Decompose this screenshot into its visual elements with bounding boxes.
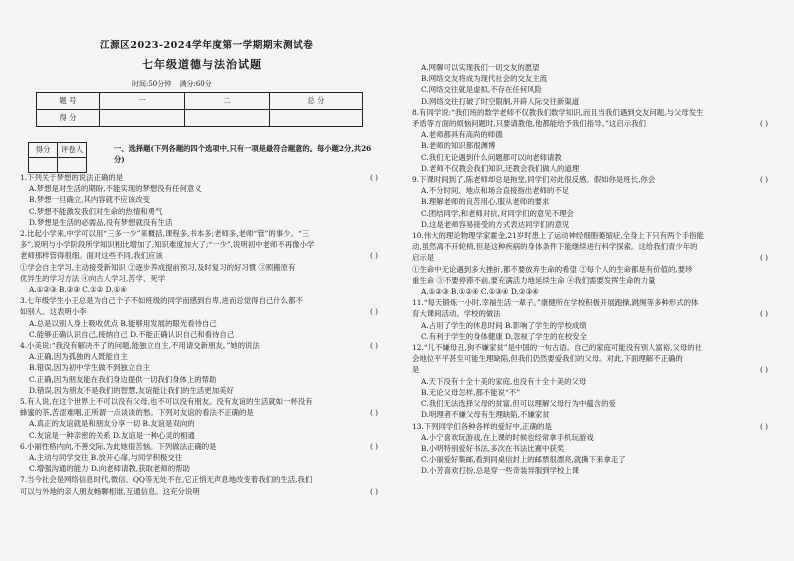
question-line xyxy=(20,351,388,362)
question-line xyxy=(412,387,778,398)
question-line xyxy=(412,308,778,319)
line-text: A.老师都具有高尚的师德 xyxy=(421,130,503,140)
question-line xyxy=(412,185,778,196)
line-text: 8.有同学说:“我们班的数学老师不仅教我们数学知识,而且当我们遇到交友问题,与父母发生 xyxy=(412,107,704,117)
question-line xyxy=(20,329,388,340)
question-line xyxy=(20,194,388,205)
line-text: 可以与外地的亲人朋友畅聊相谁,互通信息。这充分说明 xyxy=(20,486,200,496)
line-text: A.网聊可以实现我们一切交友的愿望 xyxy=(421,63,540,72)
score-header: 二 xyxy=(185,93,270,110)
score-table xyxy=(36,92,363,127)
line-text: A.主动与同学交往 B.放开心扉,与同学积极交往 xyxy=(29,453,183,463)
question-line xyxy=(20,340,388,351)
line-text: A.真正的友谊就是和朋友分享一切 B.友谊是双向的 xyxy=(29,419,195,429)
question-line xyxy=(412,140,778,151)
answer-blank[interactable]: ( ) xyxy=(369,251,379,261)
question-line xyxy=(20,239,388,250)
question-line xyxy=(20,441,388,452)
grader-cell xyxy=(29,158,58,173)
answer-blank[interactable]: ( ) xyxy=(369,307,379,317)
line-text: 多”,说明与小学阶段所学知识相比增加了,知识难度加大了;“一少”,说明初中老师不再像小学 xyxy=(20,240,315,250)
question-line xyxy=(20,217,388,228)
line-text: D.明理者不嫌父母有生理缺陷,不嫌家贫 xyxy=(421,410,550,420)
line-text: C.有利于学生的身体健康 D.忽视了学生的在校安全 xyxy=(421,331,587,341)
question-line xyxy=(20,362,388,373)
question-line xyxy=(412,286,778,297)
line-text: B.无论父母怎样,都不能说“不” xyxy=(421,387,520,397)
line-text: 2.比起小学来,中学可以用“三多一少”来概括,课程多,书本多;老师多,老师“管”的事少。“三 xyxy=(20,229,310,239)
question-line xyxy=(20,430,388,441)
line-text: 蜂蜜的茶,苦涩难咽,正所谓一点谈谈的愁。下列对友谊的看法不正确的是 xyxy=(20,408,254,418)
line-text: 启示是 xyxy=(412,253,435,263)
question-line xyxy=(412,219,778,230)
line-text: A.①②③ B.②③ C.①② D.①④ xyxy=(29,285,127,295)
answer-blank[interactable]: ( ) xyxy=(759,309,769,319)
line-text: 6.小丽性格内向,不善交际,为此她很苦恼。下列做法正确的是 xyxy=(20,441,217,451)
exam-title: 江源区2023-2024学年度第一学期期末测试卷 xyxy=(100,40,314,51)
line-text: B.老师的知识都很渊博 xyxy=(421,141,496,151)
question-line xyxy=(412,107,778,118)
line-text: B.错误,因为初中学生做不到独立自主 xyxy=(29,363,150,373)
question-line xyxy=(412,342,778,353)
score-header: 总 分 xyxy=(270,93,363,110)
score-cell xyxy=(100,110,185,127)
question-line xyxy=(20,206,388,217)
question-line xyxy=(412,152,778,163)
grader-table xyxy=(28,142,87,173)
line-text: 4.小美说:“我没有解决不了的问题,能独立自主,不用请交新朋友。”她的说法 xyxy=(20,341,260,351)
line-text: 11.“每天锻炼一小时,幸福生活一辈子。”康健所在学校积极开展跑操,跳绳等多种形式的体 xyxy=(412,298,699,308)
line-text: 12.“儿不嫌母丑,狗不嫌家贫”是中国的一句古语。自己的家庭可能没有别人富裕,父母的社 xyxy=(412,343,703,353)
question-line xyxy=(412,364,778,375)
line-text: A.梦想是对生活的期盼,不能实现的梦想没有任何意义 xyxy=(29,184,202,194)
line-text: C.我们无论遇到什么问题都可以向老师请教 xyxy=(421,152,562,162)
line-text: A.占用了学生的休息时间 B.影响了学生的学校成绩 xyxy=(421,320,587,330)
answer-blank[interactable]: ( ) xyxy=(759,253,769,263)
line-text: 10.伟大的理论物理学家霍金,21岁时患上了运动神经细胞萎缩症,全身上下只有两个手指能 xyxy=(412,231,704,241)
grader-name-label: 评卷人 xyxy=(58,143,87,158)
question-line xyxy=(412,163,778,174)
question-line xyxy=(20,474,388,485)
line-text: B.小明特别爱好书法,多次在书法比赛中获奖 xyxy=(421,443,565,453)
line-text: 动,虽然离不开轮椅,但是这种疾病的身体条件下能继续进行科学探索。这给我们青少年的 xyxy=(412,242,698,252)
question-line xyxy=(20,385,388,396)
line-text: A.正确,因为孤独的人既能自主 xyxy=(29,352,128,362)
question-line xyxy=(20,463,388,474)
section-heading: 一、选择题(下列各题的四个选项中,只有一项是最符合题意的。每小题2分,共26分) xyxy=(114,144,372,164)
question-line xyxy=(412,208,778,219)
left-column xyxy=(20,172,388,497)
line-text: D.错误,因为朋友不是我们的智慧,友谊能让我们的生活更加美好 xyxy=(29,385,234,395)
question-line xyxy=(412,331,778,342)
line-text: 3.七年级学生小王总是为自己个子不如班级的同学而感到自卑,进而总觉得自己什么都不 xyxy=(20,296,303,306)
line-text: 老师那样管得很细。面对这些不同,我们应该 xyxy=(20,251,163,261)
question-line xyxy=(412,174,778,185)
grader-score-label: 得分 xyxy=(29,143,58,158)
line-text: C.团结同学,和老师对抗,对同学们的意见不理会 xyxy=(421,208,574,218)
question-line xyxy=(20,228,388,239)
line-text: 矛盾等方面的烦恼问题时,只要请教他,他都能给予我们指导。”这启示我们 xyxy=(412,119,646,129)
line-text: 5.有人说,在这个世界上不可以没有父母,也不可以没有朋友。没有友谊的生活就如一杯没有 xyxy=(20,397,313,407)
line-text: ①生命中无论遇到多大挫折,都不要放弃生命的希望 ②每个人的生命都是有价值的,要珍 xyxy=(412,264,693,274)
question-line xyxy=(20,318,388,329)
question-line xyxy=(412,196,778,207)
question-line xyxy=(412,118,778,129)
score-cell xyxy=(270,110,363,127)
subject-title: 七年级道德与法治试题 xyxy=(142,58,262,71)
question-line xyxy=(412,297,778,308)
question-line xyxy=(412,443,778,454)
score-row-label: 得 分 xyxy=(37,110,100,127)
question-line xyxy=(412,421,778,432)
question-line xyxy=(412,96,778,107)
question-line xyxy=(412,62,778,73)
question-line xyxy=(412,409,778,420)
question-line xyxy=(20,295,388,306)
answer-blank[interactable]: ( ) xyxy=(369,408,379,418)
line-text: D.小芳喜欢打扮,总是穿一些奇装异服到学校上课 xyxy=(421,466,580,476)
score-cell xyxy=(185,110,270,127)
question-line xyxy=(20,396,388,407)
question-line xyxy=(412,465,778,476)
question-line xyxy=(412,275,778,286)
question-line xyxy=(20,418,388,429)
line-text: C.梦想不能激发我们对生命的热情和勇气 xyxy=(29,206,163,216)
line-text: 7.当今社会是网络信息时代,微信、QQ等无处不在,它正悄无声息地改变着我们的生活,我们 xyxy=(20,475,313,485)
question-line xyxy=(412,84,778,95)
question-line xyxy=(20,284,388,295)
question-line xyxy=(412,432,778,443)
line-text: C.正确,因为朋友能在我们身边提供一切我们身体上的帮助 xyxy=(29,374,217,384)
line-text: D.这是老师容易接受的方式表达同学们的意见 xyxy=(421,219,570,229)
answer-blank[interactable]: ( ) xyxy=(759,119,769,129)
line-text: C.增强沟通的能力 D.向老师请教,获取老师的帮助 xyxy=(29,464,190,474)
right-column xyxy=(412,62,778,477)
line-text: A.小宁喜欢玩游戏,在上课的时候也经常拿手机玩游戏 xyxy=(421,432,594,442)
question-line xyxy=(412,376,778,387)
line-text: 育大课间活动。学校的做法 xyxy=(412,309,501,319)
line-text: A.不分时间、地点和场合直接指出老师的不足 xyxy=(421,186,570,196)
exam-meta: 时间:50分钟 满分:60分 xyxy=(132,80,212,88)
question-line xyxy=(412,252,778,263)
question-line xyxy=(412,353,778,364)
answer-blank[interactable]: ( ) xyxy=(369,173,379,182)
grader-cell xyxy=(58,158,87,173)
question-line xyxy=(20,262,388,273)
line-text: B.理解老师的良苦用心,服从老师的要求 xyxy=(421,197,550,207)
answer-blank[interactable]: ( ) xyxy=(759,365,769,375)
line-text: C.能够正确认识自己,接纳自己 D.不能正确认识自己和看待自己 xyxy=(29,329,235,339)
question-line xyxy=(20,250,388,261)
line-text: A.总是以别人身上吸收优点 B.能够用发展的眼光看待自己 xyxy=(29,318,217,328)
line-text: A.天下没有十全十美的家庭,也没有十全十美的父母 xyxy=(421,376,587,386)
question-line xyxy=(412,73,778,84)
line-text: 13.下列同学们各种各样的爱好中,正确的是 xyxy=(412,421,552,431)
question-line xyxy=(20,452,388,463)
question-line xyxy=(20,183,388,194)
line-text: C.小丽爱好集邮,看到同桌信封上的邮票很漂亮,就撕下来拿走了 xyxy=(421,455,626,465)
line-text: A.①②③ B.①②④ C.①③④ D.②③④ xyxy=(421,287,539,297)
answer-blank[interactable]: ( ) xyxy=(759,175,769,185)
question-line xyxy=(412,264,778,275)
question-line xyxy=(20,273,388,284)
line-text: 是 xyxy=(412,365,420,375)
line-text: 优异生的学习方法 ④向古人学习,苦学、死学 xyxy=(20,273,166,283)
line-text: D.老师不仅教会我们知识,还教会我们做人的道理 xyxy=(421,163,580,173)
question-line xyxy=(412,320,778,331)
line-text: D.梦想是生活的必需品,没有梦想就没有生活 xyxy=(29,217,173,227)
question-line xyxy=(20,172,388,183)
question-line xyxy=(412,129,778,140)
answer-blank[interactable]: ( ) xyxy=(369,441,379,451)
question-line xyxy=(20,486,388,497)
line-text: ①学会自主学习,主动接受新知识 ②逐步养成提前预习,及时复习的好习惯 ③照搬原有 xyxy=(20,262,296,272)
answer-blank[interactable]: ( ) xyxy=(369,341,379,351)
line-text: 9.下课时间到了,陈老师却总是拖堂,同学们对此很反感。假如你是班长,你会 xyxy=(412,175,656,185)
question-line xyxy=(412,241,778,252)
score-header: 题 号 xyxy=(37,93,100,110)
question-line xyxy=(412,230,778,241)
line-text: 重生命 ③不要停滞不前,要充满活力地延续生命 ④我们需要发挥生命的力量 xyxy=(412,275,656,285)
question-line xyxy=(412,398,778,409)
answer-blank[interactable]: ( ) xyxy=(369,486,379,496)
score-header: 一 xyxy=(100,93,185,110)
question-line xyxy=(20,374,388,385)
line-text: 1.下列关于梦想的说法正确的是 xyxy=(20,173,124,182)
answer-blank[interactable]: ( ) xyxy=(759,421,769,431)
line-text: C.网络交往就是虚拟,不存在任何风险 xyxy=(421,85,542,95)
line-text: C.友谊是一种亲密的关系 D.友谊是一种心灵的相通 xyxy=(29,430,195,440)
question-line xyxy=(412,454,778,465)
line-text: D.网络交往打破了时空限制,开辟人际交往新渠道 xyxy=(421,96,580,106)
line-text: B.网络交友将成为现代社会的交友主流 xyxy=(421,74,548,84)
line-text: C.我们无法选择父母的贫富,但可以理解父母行为中蕴含的爱 xyxy=(421,399,616,409)
question-line xyxy=(20,306,388,317)
line-text: B.梦想一旦确立,其内容就不应该改变 xyxy=(29,195,150,205)
line-text: 会地位平平甚至可能生理缺陷,但我们仍然要爱我们的父母。对此,下面理解不正确的 xyxy=(412,354,683,364)
question-line xyxy=(20,407,388,418)
line-text: 如别人。这表明小李 xyxy=(20,307,87,317)
